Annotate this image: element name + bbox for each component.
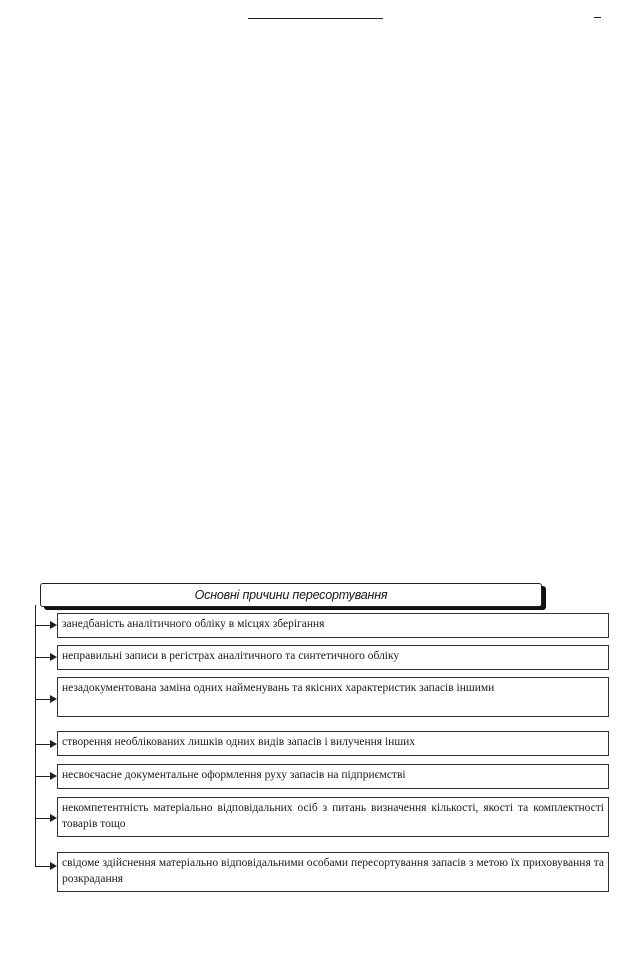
arrow-right-icon (50, 621, 57, 629)
cause-item-5 (57, 764, 609, 789)
connector-branch (35, 818, 51, 819)
connector-branch (35, 866, 51, 867)
cause-item-text: незадокументована заміна одних найменувань та якісних характеристик запасів іншими (62, 682, 495, 694)
cause-item-6 (57, 797, 609, 837)
arrow-right-icon (50, 695, 57, 703)
cause-item-text: неправильні записи в регістрах аналітичного та синтетичного обліку (62, 650, 400, 662)
arrow-right-icon (50, 814, 57, 822)
cause-item-text: некомпетентність матеріально відповідальних осіб з питань визначення кількості, якості та комплектності товарів тощо (62, 802, 604, 830)
arrow-right-icon (50, 740, 57, 748)
cause-item-text: створення необлікованих лишків одних видів запасів і вилучення інших (62, 736, 416, 748)
cause-item-1 (57, 613, 609, 638)
connector-branch (35, 776, 51, 777)
connector-branch (35, 625, 51, 626)
cause-item-7 (57, 852, 609, 892)
connector-trunk (35, 605, 36, 867)
cause-item-2 (57, 645, 609, 670)
connector-branch (35, 657, 51, 658)
arrow-right-icon (50, 653, 57, 661)
cause-item-text: свідоме здійснення матеріально відповідальними особами пересортування запасів з метою їх приховування та розкрадання (62, 857, 604, 885)
arrow-right-icon (50, 772, 57, 780)
cause-item-text: занедбаність аналітичного обліку в місцях зберігання (62, 618, 325, 630)
diagram-header-title: Основні причини пересортування (194, 588, 388, 602)
arrow-right-icon (50, 862, 57, 870)
connector-branch (35, 744, 51, 745)
cause-item-3 (57, 677, 609, 717)
diagram-header (40, 583, 542, 607)
connector-branch (35, 699, 51, 700)
cause-item-text: несвоєчасне документальне оформлення руху запасів на підприємстві (62, 769, 406, 781)
cause-item-4 (57, 731, 609, 756)
